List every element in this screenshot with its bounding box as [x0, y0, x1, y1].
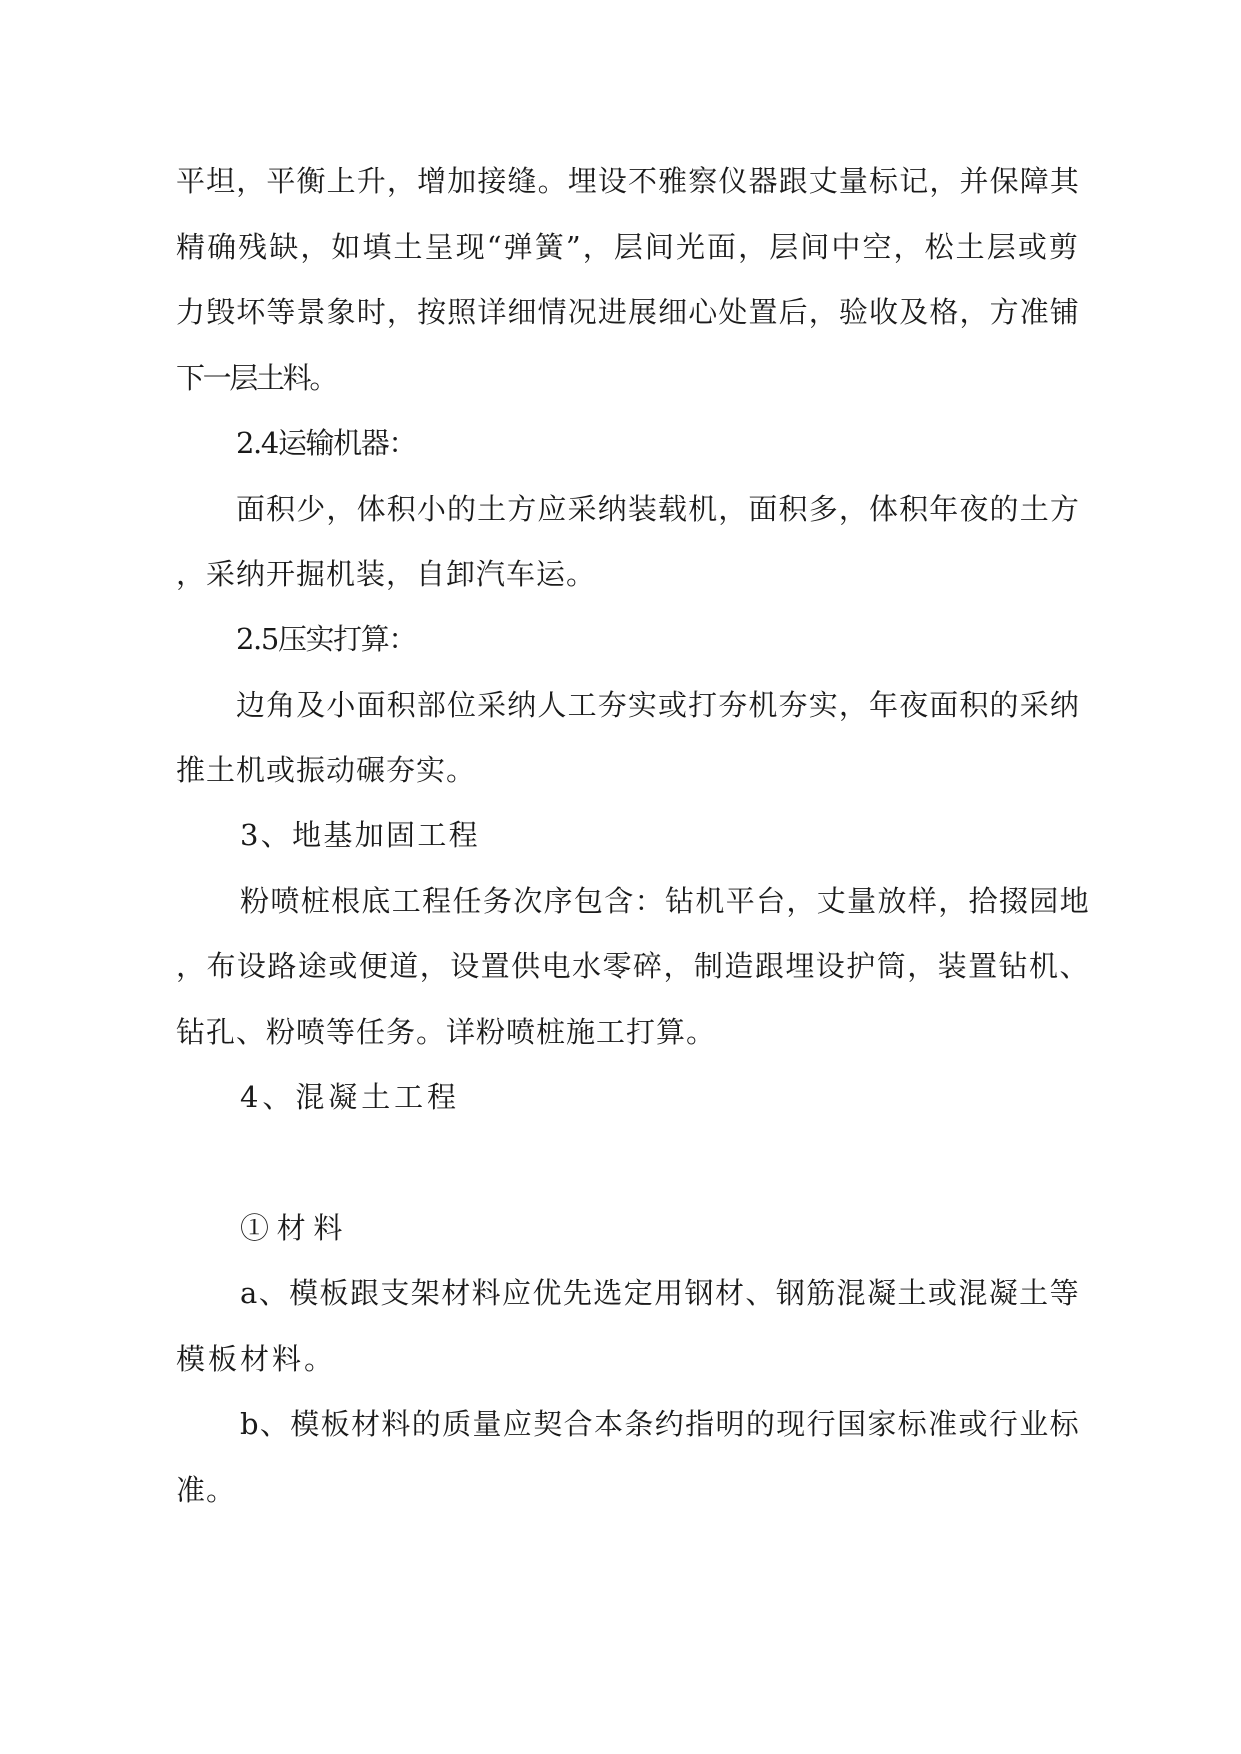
text-line: 边角及小面积部位采纳人工夯实或打夯机夯实，年夜面积的采纳 [236, 688, 1080, 722]
text-line: 精确残缺，如填土呈现“弹簧”，层间光面，层间中空，松土层或剪 [176, 230, 1080, 264]
text-line: b、模板材料的质量应契合本条约指明的现行国家标准或行业标 [240, 1407, 1080, 1441]
text-line: 推土机或振动碾夯实。 [176, 753, 476, 787]
text-line: 粉喷桩根底工程任务次序包含：钻机平台，丈量放样，拾掇园地 [240, 884, 1090, 918]
subsection-heading: ①材料 [240, 1211, 350, 1245]
text-line: 准。 [176, 1473, 236, 1507]
text-line: ，布设路途或便道，设置供电水零碎，制造跟埋设护筒，装置钻机、 [176, 949, 1090, 983]
section-heading: 3、地基加固工程 [240, 818, 480, 852]
section-heading: 2.5压实打算： [236, 622, 416, 656]
text-line: a、模板跟支架材料应优先选定用钢材、钢筋混凝土或混凝土等 [240, 1276, 1080, 1310]
text-line: 模板材料。 [176, 1342, 336, 1376]
text-line: ，采纳开掘机装，自卸汽车运。 [176, 557, 596, 591]
section-heading: 4、混凝土工程 [240, 1080, 460, 1114]
text-line: 下一层土料。 [176, 361, 336, 395]
text-line: 面积少，体积小的土方应采纳装载机，面积多，体积年夜的土方 [236, 492, 1080, 526]
section-heading: 2.4运输机器： [236, 426, 416, 460]
text-line: 平坦，平衡上升，增加接缝。埋设不雅察仪器跟丈量标记，并保障其 [176, 164, 1080, 198]
text-line: 力毁坏等景象时，按照详细情况进展细心处置后，验收及格，方准铺 [176, 295, 1080, 329]
text-line: 钻孔、粉喷等任务。详粉喷桩施工打算。 [176, 1015, 716, 1049]
